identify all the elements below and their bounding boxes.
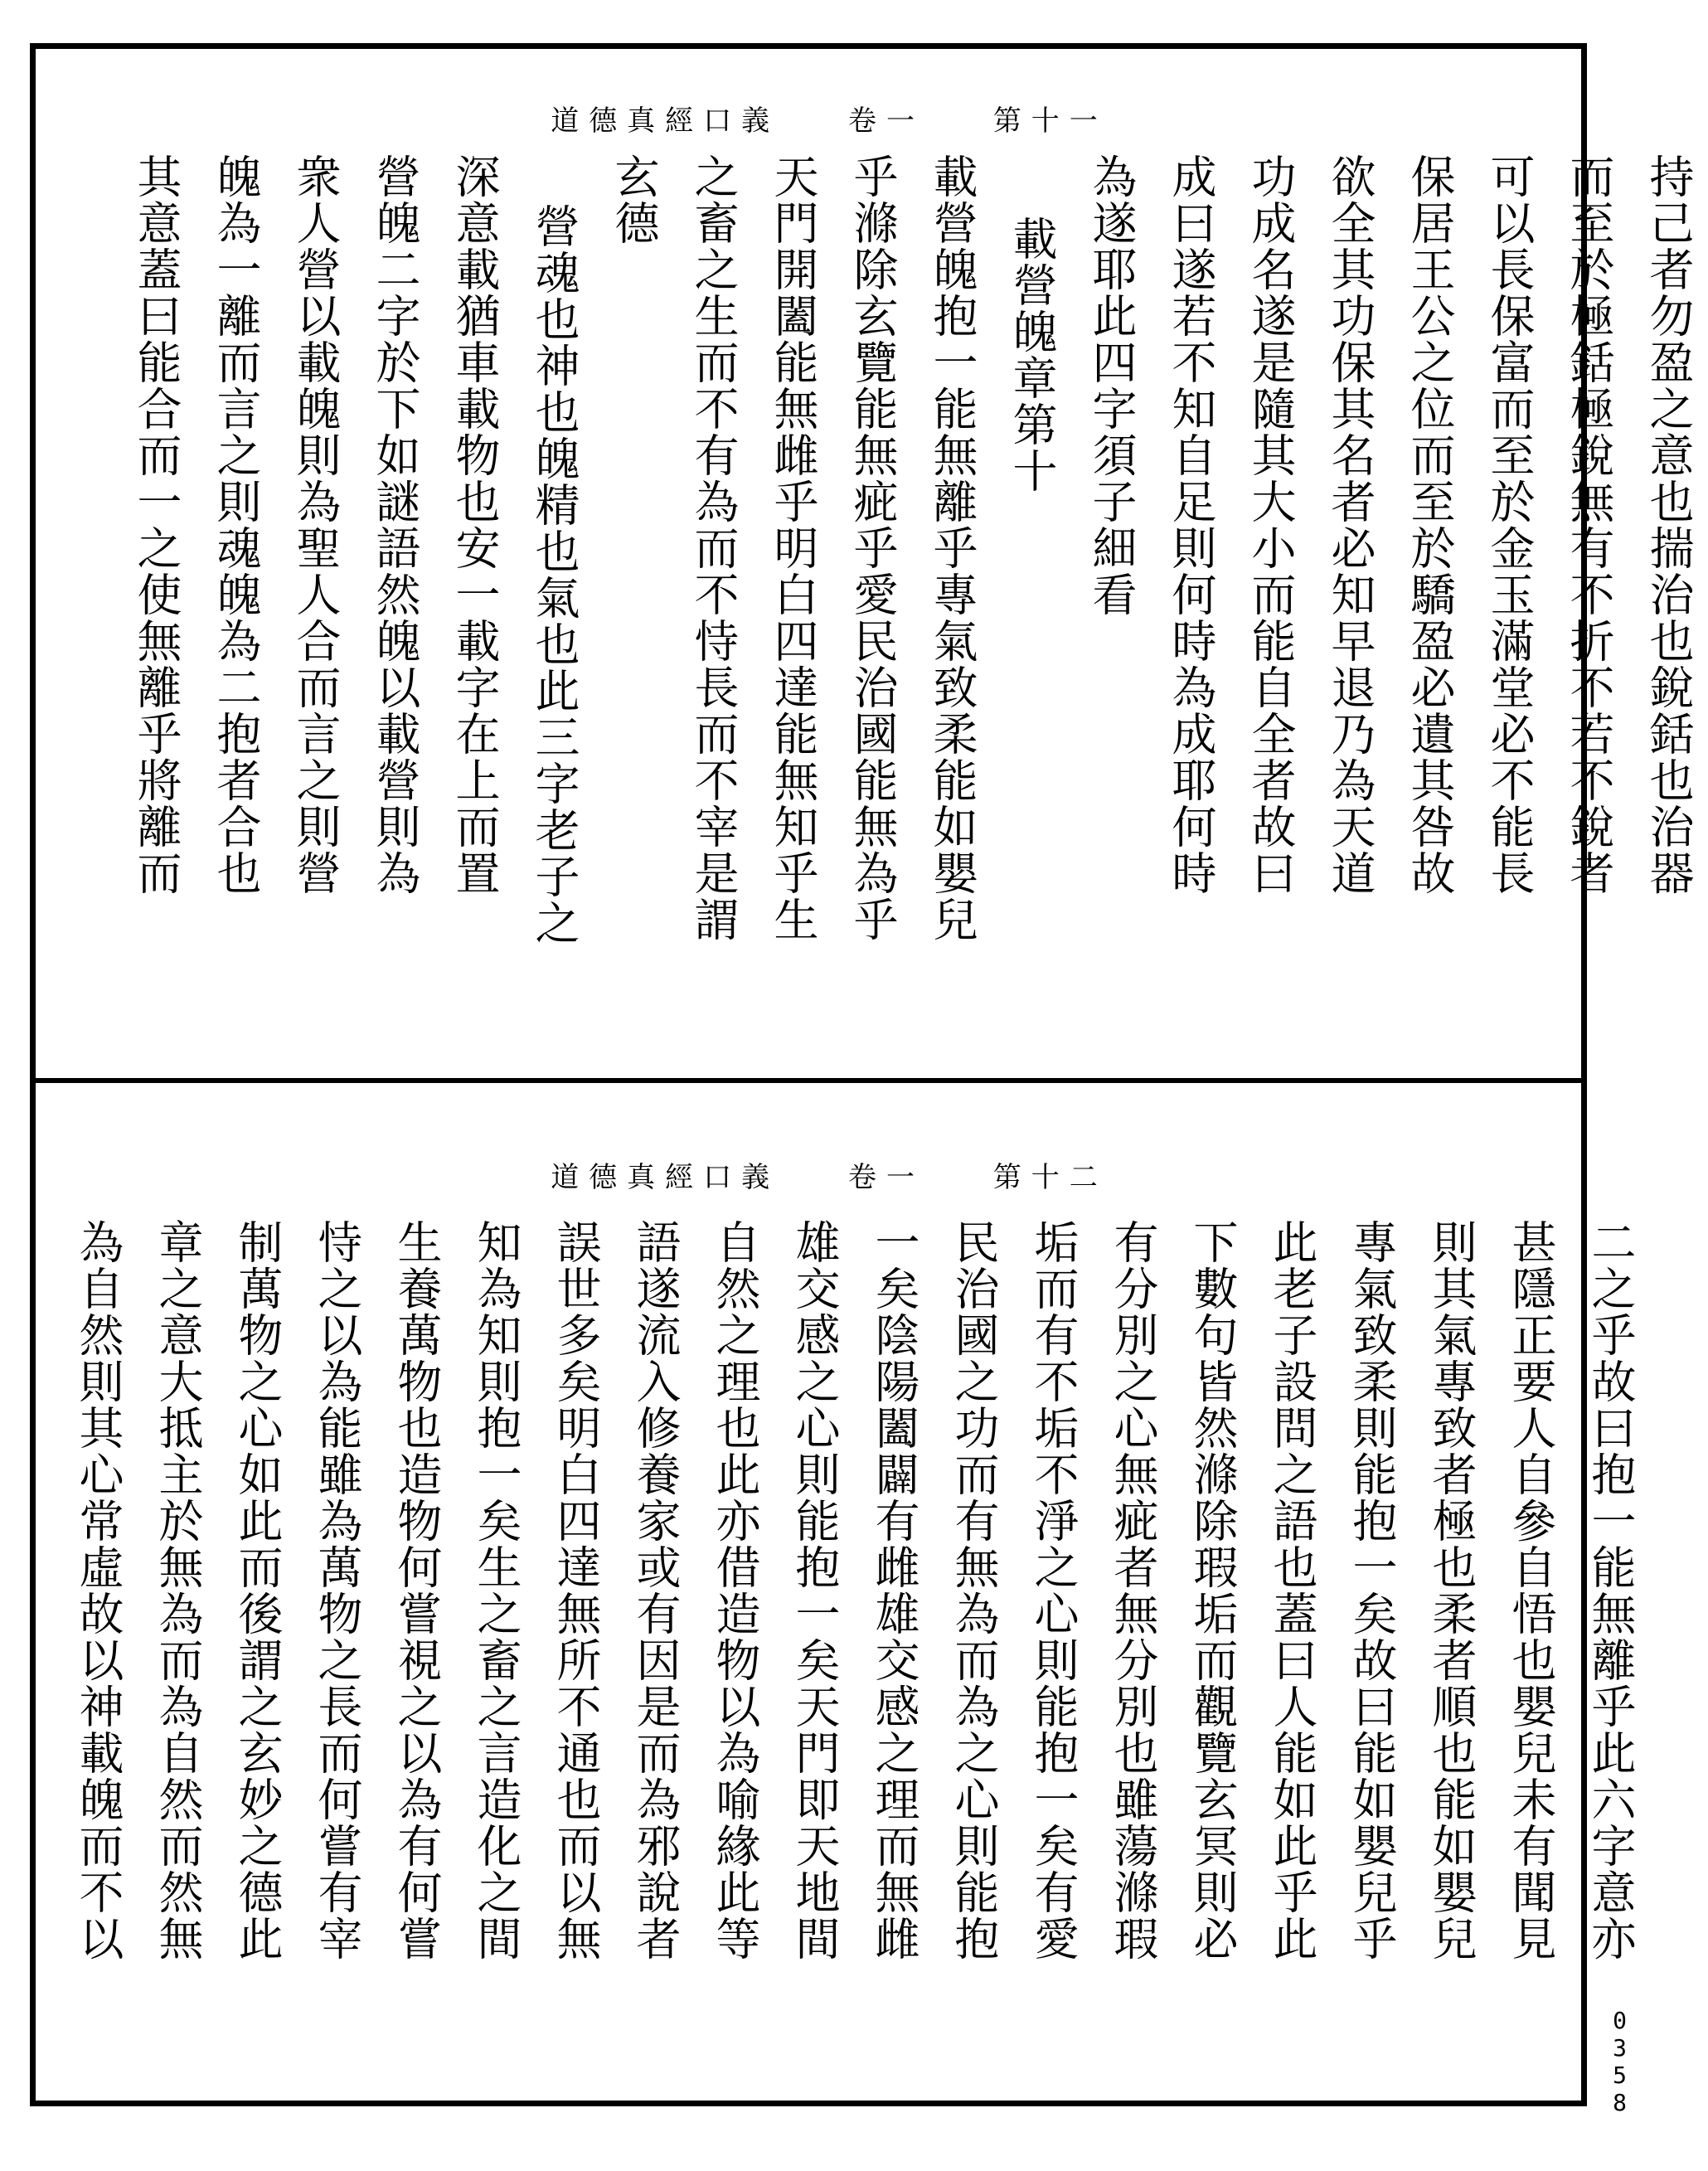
lower-col-10: 一矣陰陽闔闢有雌雄交感之理而無雌 [868, 1219, 920, 1962]
upper-chapter-title: 載營魄章第十 [1006, 216, 1058, 494]
lower-col-16: 生養萬物也造物何嘗視之以為有何嘗 [391, 1219, 443, 1962]
lower-col-12: 自然之理也此亦借造物以為喻緣此等 [709, 1219, 761, 1962]
lower-col-5: 此老子設問之語也蓋曰人能如此乎此 [1266, 1219, 1318, 1962]
upper-col-1: 持己者勿盈之意也揣治也銳銛也治器 [1642, 153, 1695, 896]
upper-col-14: 玄德 [608, 153, 660, 246]
upper-running-header [0, 98, 1658, 138]
page-number: 0358 [1606, 2007, 1633, 2116]
upper-col-10: 載營魄抱一能無離乎專氣致柔能如嬰兒 [926, 153, 978, 943]
upper-col-19: 魄為一離而言之則魂魄為二抱者合也 [210, 153, 262, 896]
lower-text-block [58, 1219, 1650, 2098]
upper-page-label: 第十一 [992, 104, 1108, 138]
lower-col-17: 恃之以為能雖為萬物之長而何嘗有宰 [311, 1219, 363, 1962]
upper-col-20: 其意蓋曰能合而一之使無離乎將離而 [130, 153, 182, 896]
lower-col-20: 為自然則其心常虛故以神載魄而不以 [72, 1219, 124, 1962]
lower-col-4: 專氣致柔則能抱一矣故曰能如嬰兒乎 [1346, 1219, 1398, 1962]
upper-col-6: 功成名遂是隨其大小而能自全者故曰 [1245, 153, 1297, 896]
upper-volume: 卷一 [848, 104, 924, 138]
upper-col-16: 深意載猶車載物也安一載字在上而置 [449, 153, 501, 896]
upper-col-2: 而至於極銛極銳無有不折不若不銳者 [1563, 153, 1615, 896]
panel-divider [30, 1078, 1587, 1083]
lower-col-19: 章之意大抵主於無為而為自然而然無 [152, 1219, 204, 1962]
upper-col-5: 欲全其功保其名者必知早退乃為天道 [1324, 153, 1376, 896]
lower-book-title: 道德真經口義 [551, 1161, 780, 1194]
upper-book-title: 道德真經口義 [551, 104, 780, 138]
upper-col-3: 可以長保富而至於金玉滿堂必不能長 [1483, 153, 1536, 896]
upper-col-17: 營魄二字於下如謎語然魄以載營則為 [369, 153, 421, 896]
lower-volume: 卷一 [848, 1161, 924, 1194]
lower-col-11: 雄交感之心則能抱一矣天門即天地間 [788, 1219, 841, 1962]
upper-col-8: 為遂耶此四字須子細看 [1085, 153, 1138, 618]
lower-running-header [0, 1154, 1658, 1195]
lower-col-15: 知為知則抱一矣生之畜之言造化之間 [470, 1219, 522, 1962]
upper-col-18: 衆人營以載魄則為聖人合而言之則營 [289, 153, 342, 896]
upper-col-11: 乎滌除玄覽能無疵乎愛民治國能無為乎 [847, 153, 899, 943]
lower-col-1: 二之乎故曰抱一能無離乎此六字意亦 [1584, 1219, 1637, 1962]
upper-col-7: 成曰遂若不知自足則何時為成耶何時 [1165, 153, 1217, 896]
lower-col-6: 下數句皆然滌除瑕垢而觀覽玄冥則必 [1186, 1219, 1239, 1962]
upper-col-12: 天門開闔能無雌乎明白四達能無知乎生 [767, 153, 819, 943]
lower-col-3: 則其氣專致者極也柔者順也能如嬰兒 [1425, 1219, 1478, 1962]
upper-text-block [116, 153, 1708, 1049]
lower-col-8: 垢而有不垢不淨之心則能抱一矣有愛 [1027, 1219, 1080, 1962]
upper-col-15: 營魂也神也魄精也氣也此三字老子之 [528, 203, 580, 946]
lower-col-14: 誤世多矣明白四達無所不通也而以無 [550, 1219, 602, 1962]
lower-col-9: 民治國之功而有無為而為之心則能抱 [948, 1219, 1000, 1962]
upper-col-4: 保居王公之位而至於驕盈必遺其咎故 [1404, 153, 1456, 896]
lower-col-7: 有分別之心無疵者無分別也雖蕩滌瑕 [1107, 1219, 1159, 1962]
lower-col-18: 制萬物之心如此而後謂之玄妙之德此 [231, 1219, 284, 1962]
lower-col-13: 語遂流入修養家或有因是而為邪說者 [629, 1219, 682, 1962]
lower-col-2: 甚隱正要人自參自悟也嬰兒未有聞見 [1505, 1219, 1557, 1962]
upper-col-13: 之畜之生而不有為而不恃長而不宰是謂 [687, 153, 740, 943]
lower-page-label: 第十二 [992, 1161, 1108, 1194]
